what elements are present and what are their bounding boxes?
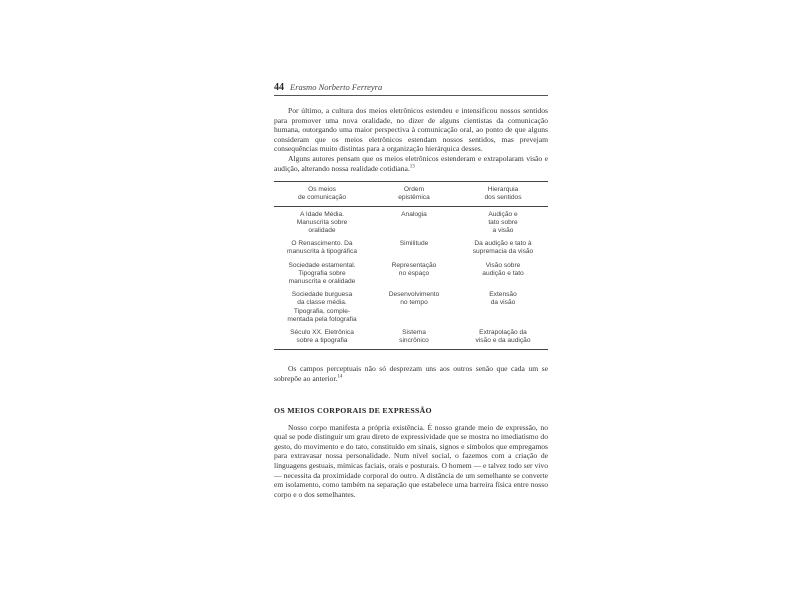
table-row (274, 288, 548, 326)
paragraph: Nosso corpo manifesta a própria existência. É nosso grande meio de expressão, no qual se pode distinguir um grau direto de expressividade que se mostra no imediatismo do gesto, do movimento e do tato, constituído em sinais, signos e símbolos que empregamos para extravasar nossa personalidade. Num nível social, o fazemos com a criação de linguagens gestuais, mímicas faciais, orais e posturais. O homem — e talvez todo ser vivo — necessita da proximidade corporal do outro. A distância de um semelhante se converte em isolamento, como também na separação que estabelece uma barreira física entre nosso corpo e o dos semelhantes. (274, 422, 548, 499)
paragraph-text: Alguns autores pensam que os meios eletrônicos estenderam e extrapolaram visão e audição, alterando nossa realidade cotidiana. (274, 153, 548, 173)
page-header (274, 82, 548, 96)
table-cell: A Idade Média. Manuscrita sobre oralidade (296, 210, 348, 234)
table-cell: O Renascimento. Da manuscrita à tipográfica (286, 240, 357, 256)
table-cell: Visão sobre audição e tato (482, 261, 524, 277)
paragraph (274, 154, 548, 173)
table-cell: Representação no espaço (391, 261, 437, 277)
paragraph (274, 364, 548, 383)
table-cell: Sociedade estamental. Tipografia sobre manuscrita e oralidade (288, 261, 356, 285)
section-heading: OS MEIOS CORPORAIS DE EXPRESSÃO (274, 405, 432, 415)
table-cell: Extensão da visão (489, 291, 517, 307)
table-header-row (274, 182, 548, 206)
table-row (274, 259, 548, 289)
table-body (274, 207, 548, 350)
table-cell: Da audição e tato à supremacia da visão (472, 240, 534, 256)
table-cell: Analogia (401, 210, 427, 218)
book-page (274, 82, 548, 499)
column-header: Hierarquia dos sentidos (484, 186, 522, 202)
running-head: Erasmo Norberto Ferreyra (290, 82, 383, 92)
table-cell: Desenvolvimento no tempo (388, 291, 440, 307)
table-row (274, 326, 548, 349)
table-row (274, 237, 548, 258)
table-cell: Extrapolação da visão e da audição (475, 329, 531, 345)
table-cell: Sistema sincrônico (399, 329, 429, 345)
table-row (274, 207, 548, 238)
page-number: 44 (274, 82, 284, 93)
footnote-mark: 14 (337, 374, 343, 380)
column-header: Ordem epistêmica (398, 186, 430, 202)
paragraph: Por último, a cultura dos meios eletrônicos estendeu e intensificou nossos sentidos para promover uma nova oralidade, no dizer de alguns cientistas da comunicação humana, outorgando uma maior perspectiva à comunicação oral, ao ponto de que alguns consideram que os meios eletrônicos estendam nossos sentidos, mas prevejam consequências muito distintas para a organização hierárquica desses. (274, 106, 548, 154)
media-table (274, 181, 548, 350)
table-cell: Audição e tato sobre a visão (488, 210, 518, 234)
table-cell: Século XX. Eletrônica sobre a tipografia (290, 329, 354, 345)
table-cell: Sociedade burguesa da classe média. Tipografia, comple- mentada pela fotografia (287, 291, 357, 323)
footnote-mark: 13 (409, 164, 415, 170)
paragraph-text: Os campos perceptuais não só desprezam uns aos outros senão que cada um se sobrepõe ao anterior. (274, 364, 548, 383)
column-header: Os meios de comunicação (297, 186, 347, 202)
table-cell: Similitude (399, 240, 429, 248)
